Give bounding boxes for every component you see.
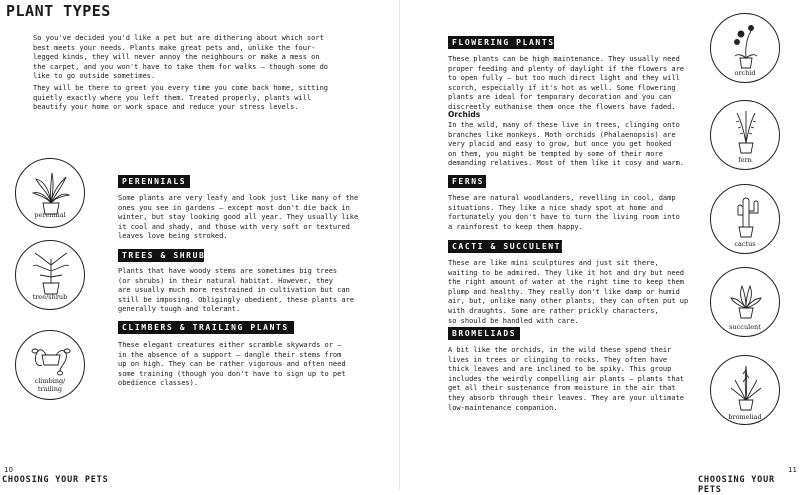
section-heading-climbers: CLIMBERS & TRAILING PLANTS	[118, 321, 294, 334]
section-body-cacti: These are like mini sculptures and just sit there, waiting to be admired. They like it hot and dry but need the right amount of water at the right time to keep them plump and healthy. They really don't like damp or humid air, but, unlike many other plants, they can often put up with draughts. Some are rather prickly characters, so should be handled with care.	[448, 259, 689, 325]
section-heading-cacti: CACTI & SUCCULENTS	[448, 240, 562, 253]
badge-label: bromeliad	[728, 413, 762, 421]
section-body-climbers: These elegant creatures either scramble skywards or – in the absence of a support – dangle their stems from up on high. They can be rather vigorous and often need some training (though you don't have to sign up to pet obedience classes).	[118, 341, 346, 388]
section-heading-flowering: FLOWERING PLANTS	[448, 36, 554, 49]
section-body-flowering: These plants can be high maintenance. They usually need proper feeding and plenty of daylight if the flowers are to open fully – but too much direct light and they will scorch, especially if it's hot as well. Some flowering plants are ideal for temporary decoration and you can discreetly euthanise them once the flowers have faded.	[448, 55, 685, 111]
badge-label: tree/shrub	[32, 293, 68, 301]
intro-paragraph-2: They will be there to greet you every time you come back home, sitting quietly exactly where you left them. Treated properly, plants will beautify your home or work space and reduce your stress levels.	[33, 84, 329, 112]
page-number: 11	[788, 466, 797, 474]
badge-label: fern	[738, 156, 752, 164]
page-title: PLANT TYPES	[6, 2, 111, 20]
right-page	[400, 0, 800, 495]
badge-label: perennial	[34, 211, 66, 219]
fern-badge	[710, 100, 780, 170]
left-page	[0, 0, 400, 490]
section-heading-bromeliads: BROMELIADS	[448, 327, 520, 340]
section-heading-ferns: FERNS	[448, 175, 486, 188]
section-body-perennials: Some plants are very leafy and look just like many of the ones you see in gardens – except most don't die back in winter, but stay looking good all year. They usually like it cool and shady, and those with very soft or textured leaves love being stroked.	[118, 194, 359, 241]
badge-label: orchid	[734, 69, 756, 77]
section-heading-perennials: PERENNIALS	[118, 175, 190, 188]
section-body-bromeliads: A bit like the orchids, in the wild these spend their lives in trees or clinging to rocks. They often have thick leaves and are inclined to be spiky. This group includes the weirdly compelling air plants – plants that get all their sustenance from moisture in the air that they absorb through their leaves. They are your ultimate low-maintenance companion.	[448, 346, 685, 412]
running-footer: CHOOSING YOUR PETS	[2, 475, 109, 485]
succulent-badge	[710, 267, 780, 337]
page-number: 10	[4, 466, 13, 474]
orchid-badge	[710, 13, 780, 83]
tree-shrub-badge	[15, 240, 85, 310]
bromeliad-badge	[710, 355, 780, 425]
subheading-orchids: Orchids	[448, 110, 481, 119]
badge-label: cactus	[734, 240, 756, 248]
badge-label: climbing/ trailing	[34, 377, 66, 393]
subsection-body-orchids: In the wild, many of these live in trees, clinging onto branches like monkeys. Moth orchids (Phalaenopsis) are very placid and easy to grow, but once you get hooked on them, you might be tempted by some of their more demanding relatives. Most of them like it cosy and warm.	[448, 121, 685, 168]
running-footer: CHOOSING YOUR PETS	[698, 475, 775, 495]
climbing-trailing-badge	[15, 330, 85, 400]
badge-label: succulent	[729, 323, 761, 331]
perennial-badge	[15, 158, 85, 228]
section-heading-trees-shrubs: TREES & SHRUBS	[118, 249, 204, 262]
section-body-trees-shrubs: Plants that have woody stems are sometimes big trees (or shrubs) in their natural habitat. However, they are usually much more restrained in cultivation but can still be imposing. Obligingly obedient, these plants are generally tough and tolerant.	[118, 267, 355, 314]
section-body-ferns: These are natural woodlanders, revelling in cool, damp situations. They like a nice shady spot at home and fortunately you don't have to turn the living room into a rainforest to keep them happy.	[448, 194, 680, 231]
intro-paragraph-1: So you've decided you'd like a pet but are dithering about which sort best meets your needs. Plants make great pets and, unlike the four- legged kinds, they will never annoy the neighbours or make a mess on the carpet, and you won't have to take them for walks – though some do like to go outside sometimes.	[33, 34, 329, 81]
cactus-badge	[710, 184, 780, 254]
